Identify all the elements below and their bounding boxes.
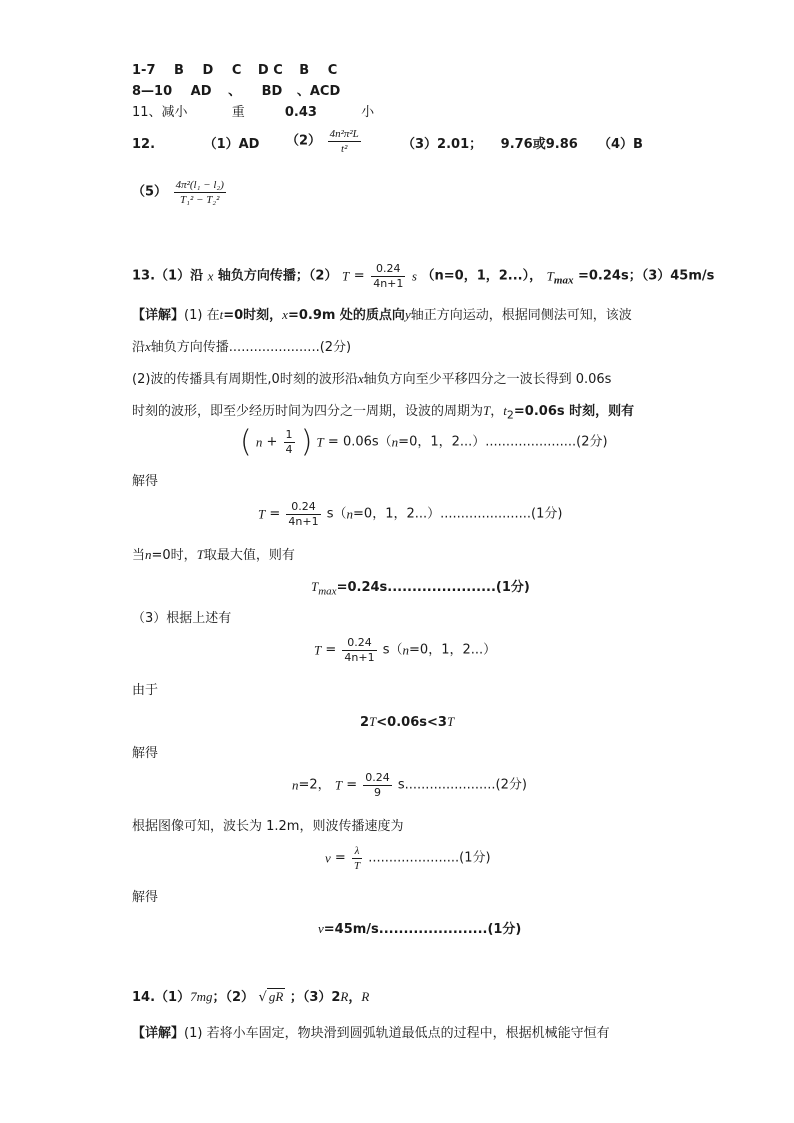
text: =0时， <box>151 548 197 563</box>
text: s（ <box>326 506 347 522</box>
answer-item: 9.76或9.86 <box>500 137 578 152</box>
text: =0时刻， <box>223 308 283 323</box>
answer-item: 重 <box>231 105 245 120</box>
answer-item: AD <box>190 84 212 99</box>
paren-close: ) <box>300 424 313 460</box>
q13-tmax-line <box>311 578 530 601</box>
fraction-denominator: 9 <box>373 786 381 799</box>
var-T: T <box>311 579 319 594</box>
text: 13.（1）沿 <box>132 268 204 284</box>
answer-item: D C <box>257 63 283 78</box>
q12-part-1: （1）AD <box>203 137 260 152</box>
part-label: （4）B <box>598 137 643 152</box>
q13-wavelength-line: 根据图像可知，波长为 1.2m，则波传播速度为 <box>132 819 404 834</box>
answer-item: 0.43 <box>284 105 317 120</box>
text: ......................(1分) <box>368 850 491 866</box>
answer-item: D <box>202 63 214 78</box>
var-T: T <box>342 268 350 284</box>
text: (1) 在 <box>184 308 220 323</box>
text: =45m/s......................(1分) <box>323 922 522 937</box>
solve-label: 解得 <box>132 746 159 761</box>
q13-equation-2 <box>258 500 562 529</box>
answer-item: B <box>299 63 310 78</box>
var-t: t <box>503 403 507 418</box>
text: =0.24s......................(1分) <box>336 580 530 595</box>
fraction-denominator: T <box>353 860 361 872</box>
solve-label: 解得 <box>132 890 159 905</box>
var-T: T <box>334 777 343 793</box>
fraction-numerator: 0.24 <box>365 771 390 784</box>
q12-part-5 <box>132 178 228 207</box>
var-x: x <box>357 371 364 386</box>
q13-when-line <box>132 546 295 565</box>
q13-equation-4 <box>292 771 527 800</box>
q13-detail-2 <box>132 338 351 357</box>
period-fraction <box>363 771 392 800</box>
q13-equation-3 <box>314 636 496 665</box>
text: 2 <box>360 715 370 730</box>
q13-heading <box>132 262 714 291</box>
fraction-denominator: 4n+1 <box>373 277 404 290</box>
var-T: T <box>314 642 322 658</box>
var-mg: 7mg <box>190 989 213 1004</box>
answers-row-1 <box>132 62 337 80</box>
equals: = <box>325 642 337 658</box>
text: 轴负方向至少平移四分之一波长得到 0.06s <box>363 372 612 387</box>
q13-detail-4 <box>132 402 634 425</box>
fraction-denominator: 4n+1 <box>288 515 319 528</box>
var-t: t <box>219 307 224 322</box>
text: ；（2） <box>212 990 255 1005</box>
equals: = <box>353 268 365 284</box>
var-v: v <box>318 921 324 936</box>
var-T: T <box>483 403 491 418</box>
speed-fraction <box>352 844 362 873</box>
text: s......................(2分) <box>397 777 527 793</box>
var-n: n <box>145 547 152 562</box>
text: =0，1，2...）......................(1分) <box>353 506 563 522</box>
var-T: T <box>196 547 204 562</box>
plus: + <box>266 434 278 450</box>
question-number: 12. <box>132 137 156 152</box>
q12-row-1 <box>132 136 259 154</box>
text: 轴负方向传播......................(2分) <box>150 340 352 355</box>
text: =0.9m 处的质点向 <box>287 308 405 323</box>
fraction-denominator: 4n+1 <box>344 651 375 664</box>
text: s（ <box>382 642 403 658</box>
text: 时刻的波形，即至少经历时间为四分之一周期，设波的周期为 <box>132 404 484 419</box>
text: =2， <box>298 777 331 793</box>
text: （n=0，1，2...）， <box>421 268 543 284</box>
q13-detail-1 <box>132 306 632 325</box>
answers-row-2 <box>132 83 340 101</box>
q13-equation-5 <box>325 844 491 873</box>
q14-detail-1 <box>132 1025 610 1043</box>
unit: s <box>411 268 417 284</box>
text: 取最大值，则有 <box>203 548 295 563</box>
text: ， <box>490 404 504 419</box>
text: (1) 若将小车固定，物块滑到圆弧轨道最低点的过程中，根据机械能守恒有 <box>184 1026 610 1041</box>
text: 轴正方向运动，根据同侧法可知，该波 <box>410 308 632 323</box>
part-label: （2） <box>286 133 322 149</box>
paren-open: ( <box>240 424 252 460</box>
q14-heading <box>132 988 369 1007</box>
var-v: v <box>325 850 331 866</box>
q12-part-2 <box>286 127 363 156</box>
answer-range-label: 1-7 <box>132 63 156 78</box>
var-T: T <box>446 714 455 729</box>
q12-part-4 <box>598 136 643 154</box>
text: =0，1，2...） <box>409 642 497 658</box>
q13-fraction <box>371 262 405 291</box>
var-n: n <box>391 434 399 450</box>
fraction-numerator: 0.24 <box>371 262 405 277</box>
fraction-denominator: 4 <box>285 443 293 456</box>
var-x: x <box>282 307 288 322</box>
detail-tag: 【详解】 <box>132 308 185 323</box>
fraction-numerator: 0.24 <box>342 636 376 651</box>
fraction-denominator: T₁² − T₂² <box>180 194 220 206</box>
q12-fraction <box>328 127 361 156</box>
text: =0.24s；（3）45m/s <box>577 268 715 284</box>
answers-row-3 <box>132 104 374 122</box>
var-T: T <box>258 506 266 522</box>
equals: = <box>269 506 281 522</box>
answer-item: BD <box>261 84 283 99</box>
sqrt-radicand: gR <box>268 989 284 1004</box>
part-label: （3）2.01； <box>402 137 483 152</box>
separator: 、 <box>228 84 242 99</box>
text: ；（3）2 <box>289 990 341 1005</box>
answer-item: C <box>231 63 242 78</box>
var-n: n <box>346 506 354 522</box>
text: 当 <box>132 548 146 563</box>
var-n: n <box>255 434 263 450</box>
q12-fraction-2 <box>174 178 226 207</box>
var-x: x <box>207 268 214 284</box>
var-T: T <box>369 714 377 729</box>
subscript: max <box>553 274 574 287</box>
period-fraction <box>286 500 320 529</box>
quarter-fraction <box>284 428 295 457</box>
answer-range-label: 8—10 <box>132 84 173 99</box>
text: =0，1，2...）......................(2分) <box>398 434 608 450</box>
part-label: （5） <box>132 184 168 200</box>
sqrt-expression <box>259 990 286 1005</box>
var-x: x <box>145 339 151 354</box>
fraction-denominator: t² <box>341 143 348 155</box>
subscript: max <box>318 585 337 598</box>
var-R: R <box>340 989 349 1004</box>
text: =0.06s 时刻，则有 <box>513 404 635 419</box>
text: 14.（1） <box>132 990 191 1005</box>
text: ， <box>348 990 362 1005</box>
text: 沿 <box>132 340 146 355</box>
fraction-numerator: 0.24 <box>286 500 320 515</box>
text: (2)波的传播具有周期性,0时刻的波形沿 <box>132 372 358 387</box>
q12-part-3 <box>402 136 578 154</box>
q13-part-3-heading: （3）根据上述有 <box>132 611 232 626</box>
answer-item: B <box>174 63 184 78</box>
answer-item: 、ACD <box>296 84 341 99</box>
subscript: 2 <box>506 408 514 422</box>
var-n: n <box>292 777 299 793</box>
q13-inequality <box>360 713 454 732</box>
fraction-numerator: λ <box>352 844 362 859</box>
var-R: R <box>361 989 370 1004</box>
text: 轴负方向传播；（2） <box>217 268 338 284</box>
fraction-numerator: 4π²(l₁ − l₂) <box>175 179 224 191</box>
period-fraction <box>342 636 376 665</box>
equals: = <box>334 850 346 866</box>
answer-item: C <box>327 63 338 78</box>
var-T: T <box>546 268 554 284</box>
text: <0.06s<3 <box>376 715 447 730</box>
var-T: T <box>316 434 324 450</box>
var-n: n <box>402 642 410 658</box>
q13-velocity-result <box>318 920 521 939</box>
fraction-numerator: 1 <box>285 428 293 441</box>
q13-equation-1 <box>240 424 608 460</box>
equals: = <box>346 777 358 793</box>
fraction-numerator: 4n²π²L <box>329 128 359 140</box>
sqrt-icon: √ <box>258 990 267 1005</box>
detail-tag: 【详解】 <box>132 1026 185 1041</box>
since-label: 由于 <box>132 683 159 698</box>
q13-detail-3 <box>132 370 611 389</box>
var-y: y <box>404 307 411 322</box>
text: = 0.06s（ <box>327 434 392 450</box>
answer-item: 小 <box>361 105 375 120</box>
solve-label: 解得 <box>132 474 159 489</box>
answer-item: 11、减小 <box>132 105 188 120</box>
